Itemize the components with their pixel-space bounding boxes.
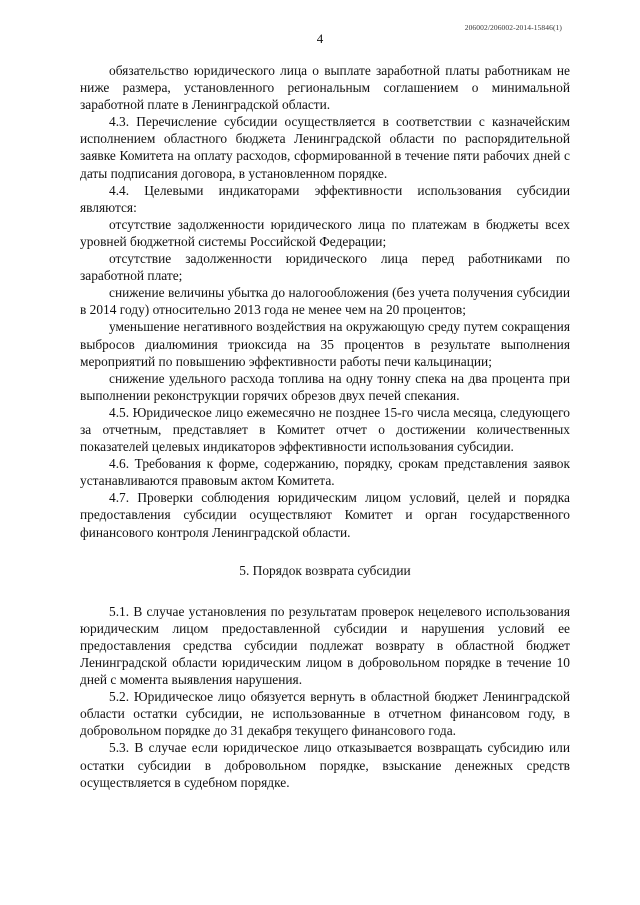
paragraph: снижение величины убытка до налогообложения (без учета получения субсидии в 2014 году) относительно 2013 года не менее чем на 20 процентов; [80, 285, 570, 318]
document-body [80, 62, 570, 791]
paragraph: отсутствие задолженности юридического лица по платежам в бюджеты всех уровней бюджетной системы Российской Федерации; [80, 216, 570, 249]
paragraph: обязательство юридического лица о выплате заработной платы работникам не ниже размера, установленного региональным соглашением о минимальной заработной плате в Ленинградской области. [80, 63, 570, 113]
document-id: 206002/206002-2014-15846(1) [464, 23, 562, 32]
paragraph: 5.2. Юридическое лицо обязуется вернуть в областной бюджет Ленинградской области остатки субсидии, не использованные в отчетном финансовом году, в добровольном порядке до 31 декабря текущего финансового года. [80, 689, 570, 739]
paragraph: отсутствие задолженности юридического лица перед работниками по заработной плате; [80, 251, 570, 284]
paragraph: 4.3. Перечисление субсидии осуществляется в соответствии с казначейским исполнением областного бюджета Ленинградской области по распорядительной заявке Комитета на оплату расходов, сформированной в течение пяти рабочих дней с даты подписания договора, в установленном порядке. [80, 114, 570, 181]
paragraph: 4.7. Проверки соблюдения юридическим лицом условий, целей и порядка предоставления субсидии осуществляют Комитет и орган государственного финансового контроля Ленинградской области. [80, 490, 570, 540]
paragraph: уменьшение негативного воздействия на окружающую среду путем сокращения выбросов диалюминия триоксида на 35 процентов в результате выполнения мероприятий по повышению эффективности работы печи кальцинации; [80, 319, 570, 369]
paragraph: 5.3. В случае если юридическое лицо отказывается возвращать субсидию или остатки субсидии в добровольном порядке, взыскание денежных средств осуществляется в судебном порядке. [80, 740, 570, 790]
section-heading: 5. Порядок возврата субсидии [239, 562, 411, 578]
paragraph: 5.1. В случае установления по результатам проверок нецелевого использования юридическим лицом предоставленной субсидии и нарушения условий ее предоставления средства субсидии подлежат возврату в областной бюджет Ленинградской области юридическим лицом в добровольном порядке в течение 10 дней с момента выявления нарушения. [80, 603, 570, 688]
page-number: 4 [316, 31, 324, 46]
paragraph: снижение удельного расхода топлива на одну тонну спека на два процента при выполнении реконструкции горячих обрезов двух печей спекания. [80, 370, 570, 403]
paragraph: 4.5. Юридическое лицо ежемесячно не позднее 15-го числа месяца, следующего за отчетным, представляет в Комитет отчет о достижении количественных показателей целевых индикаторов эффективности использования субсидии. [80, 404, 570, 455]
paragraph: 4.4. Целевыми индикаторами эффективности использования субсидии являются: [80, 182, 570, 215]
paragraph: 4.6. Требования к форме, содержанию, порядку, срокам представления заявок устанавливаются правовым актом Комитета. [80, 456, 570, 489]
